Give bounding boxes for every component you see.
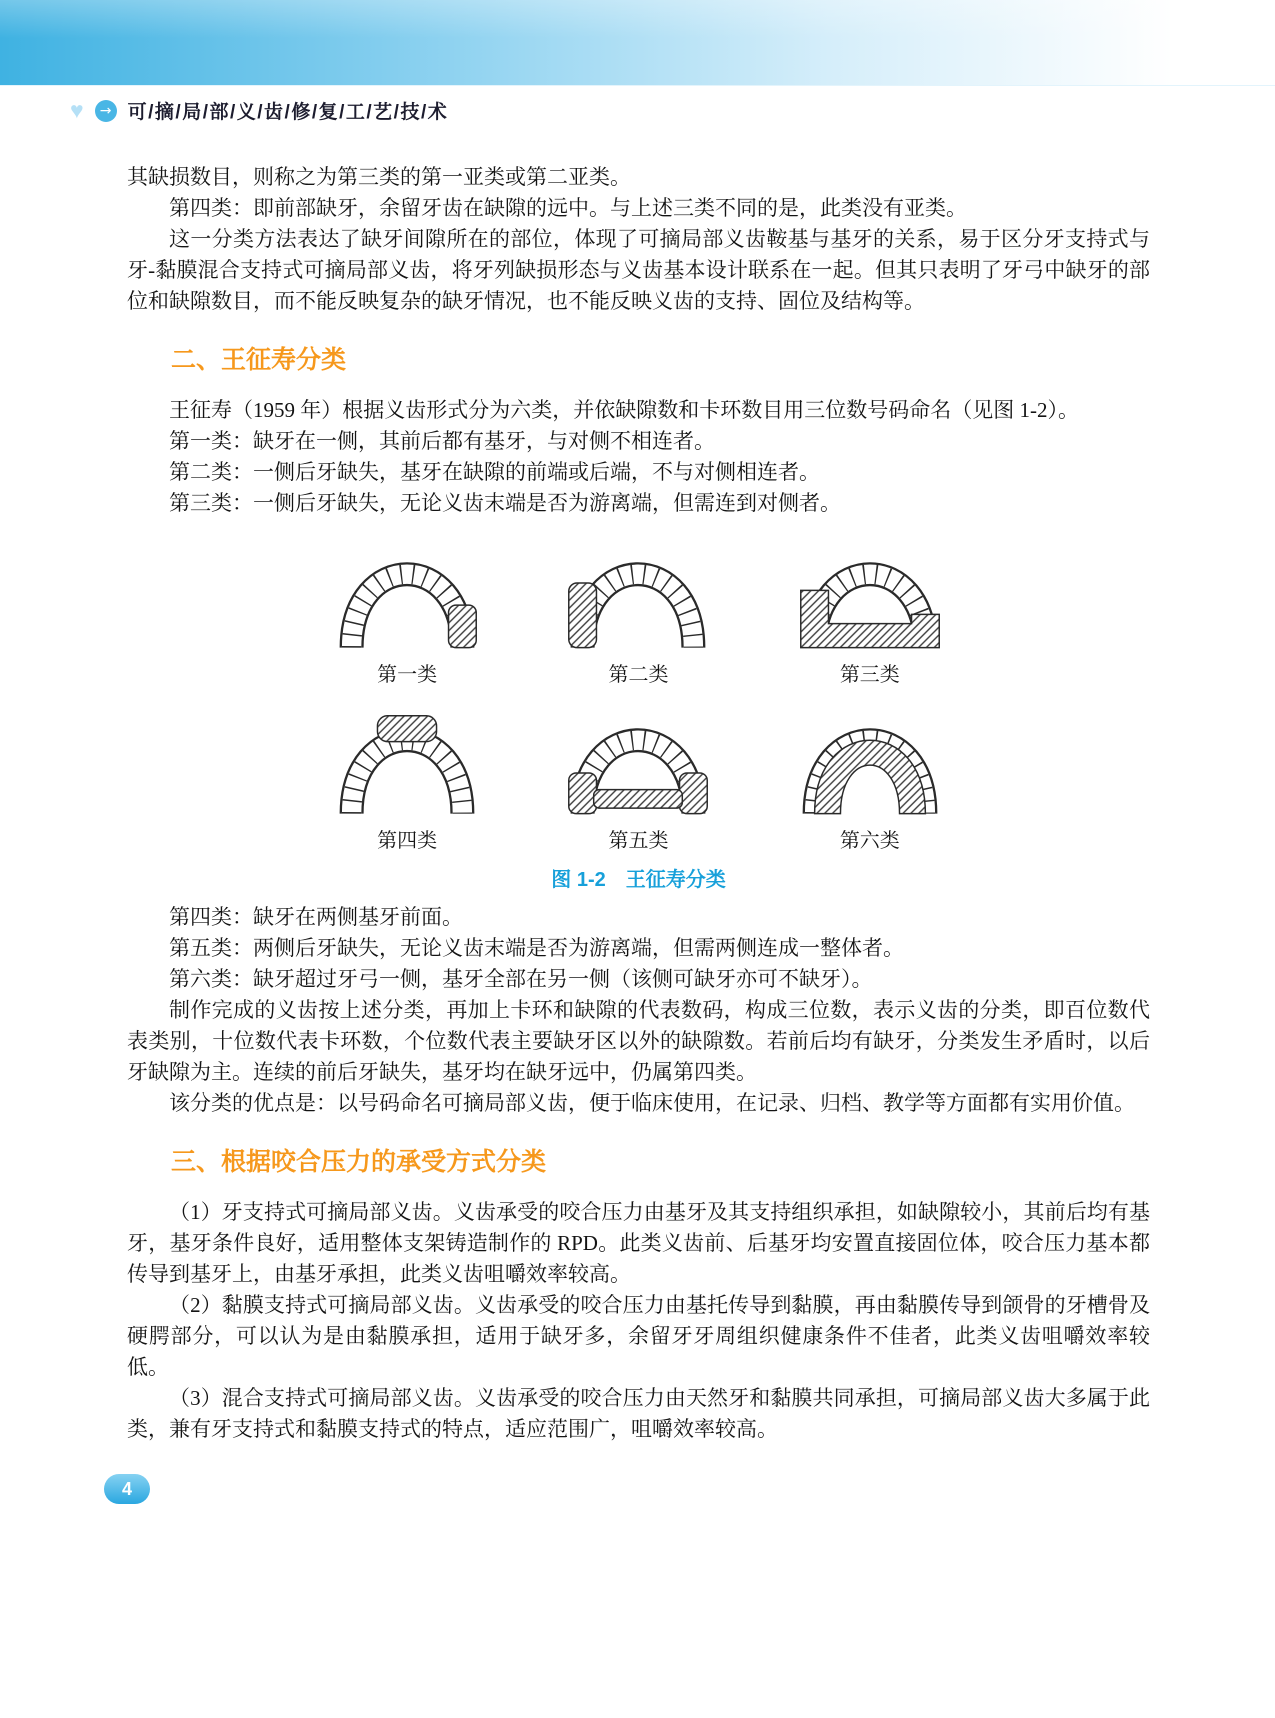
dental-arch-image-6 (782, 701, 958, 821)
paragraph-class5: 第五类：两侧后牙缺失，无论义齿末端是否为游离端，但需两侧连成一整体者。 (169, 936, 904, 960)
section-heading-wang: 二、王征寿分类 (171, 346, 347, 374)
dental-arch-image-4 (319, 701, 495, 821)
figure-label: 第三类 (839, 664, 900, 686)
dental-arch-image-3 (782, 535, 958, 655)
paragraph: 该分类的优点是：以号码命名可摘局部义齿，便于临床使用，在记录、归档、教学等方面都有实用价值。 (169, 1091, 1135, 1115)
arch-diagram-class3 (782, 535, 958, 687)
book-title: 可/摘/局/部/义/齿/修/复/工/艺/技/术 (127, 102, 449, 123)
arch-diagram-class1 (319, 535, 495, 687)
arch-diagram-class5 (550, 701, 726, 853)
dental-arch-image-1 (319, 535, 495, 655)
paragraph: 制作完成的义齿按上述分类，再加上卡环和缺隙的代表数码，构成三位数，表示义齿的分类，即百位数代表类别，十位数代表卡环数，个位数代表主要缺牙区以外的缺隙数。若前后均有缺牙，分类发生矛盾时，以后牙缺隙为主。连续的前后牙缺失，基牙均在缺牙远中，仍属第四类。 (127, 998, 1150, 1084)
figure-label: 第四类 (377, 830, 438, 852)
paragraph-tooth-supported: （1）牙支持式可摘局部义齿。义齿承受的咬合压力由基牙及其支持组织承担，如缺隙较小，其前后均有基牙，基牙条件良好，适用整体支架铸造制作的 RPD。此类义齿前、后基牙均安置直接固位体，咬合压力基本都传导到基牙上，由基牙承担，此类义齿咀嚼效率较高。 (127, 1200, 1150, 1286)
paragraph-class2: 第二类：一侧后牙缺失，基牙在缺隙的前端或后端，不与对侧相连者。 (169, 460, 820, 484)
page-number-badge (104, 1474, 150, 1504)
dental-arch-image-2 (550, 535, 726, 655)
paragraph-continuation: 其缺损数目，则称之为第三类的第一亚类或第二亚类。 (127, 165, 631, 189)
paragraph-class1: 第一类：缺牙在一侧，其前后都有基牙，与对侧不相连者。 (169, 429, 715, 453)
paragraph: 王征寿（1959 年）根据义齿形式分为六类，并依缺隙数和卡环数目用三位数号码命名（见图 1-2）。 (169, 398, 1079, 422)
paragraph-mucosa-supported: （2）黏膜支持式可摘局部义齿。义齿承受的咬合压力由基托传导到黏膜，再由黏膜传导到颌骨的牙槽骨及硬腭部分，可以认为是由黏膜承担，适用于缺牙多，余留牙牙周组织健康条件不佳者，此类义齿咀嚼效率较低。 (127, 1293, 1150, 1379)
figure-label: 第二类 (608, 664, 669, 686)
paragraph-class6: 第六类：缺牙超过牙弓一侧，基牙全部在另一侧（该侧可缺牙亦可不缺牙）。 (169, 967, 873, 991)
paragraph-mixed-supported: （3）混合支持式可摘局部义齿。义齿承受的咬合压力由天然牙和黏膜共同承担，可摘局部义齿大多属于此类，兼有牙支持式和黏膜支持式的特点，适应范围广，咀嚼效率较高。 (127, 1386, 1150, 1441)
paragraph: 这一分类方法表达了缺牙间隙所在的部位，体现了可摘局部义齿鞍基与基牙的关系，易于区分牙支持式与牙-黏膜混合支持式可摘局部义齿，将牙列缺损形态与义齿基本设计联系在一起。但其只表明了牙弓中缺牙的部位和缺隙数目，而不能反映复杂的缺牙情况，也不能反映义齿的支持、固位及结构等。 (127, 227, 1150, 313)
dental-arch-image-5 (550, 701, 726, 821)
paragraph: 第四类：即前部缺牙，余留牙齿在缺隙的远中。与上述三类不同的是，此类没有亚类。 (169, 196, 967, 220)
arch-diagram-class6 (782, 701, 958, 853)
figure-label: 第五类 (608, 830, 669, 852)
page-header (0, 0, 1275, 126)
paragraph-class3: 第三类：一侧后牙缺失，无论义齿末端是否为游离端，但需连到对侧者。 (169, 491, 841, 515)
heart-icon: ♥ (70, 98, 84, 123)
arrow-circle-icon: → (95, 100, 117, 122)
page-number: 4 (121, 1478, 132, 1499)
header-gradient-band (0, 0, 1275, 86)
arch-diagram-class4 (319, 701, 495, 853)
figure-label: 第六类 (839, 830, 900, 852)
arch-diagram-class2 (550, 535, 726, 687)
section-heading-pressure: 三、根据咬合压力的承受方式分类 (171, 1148, 547, 1176)
figure-label: 第一类 (377, 664, 438, 686)
page-content (0, 126, 1275, 1445)
header-row (0, 86, 1275, 126)
figure-1-2 (127, 535, 1150, 892)
paragraph-class4: 第四类：缺牙在两侧基牙前面。 (169, 905, 463, 929)
figure-grid (309, 535, 969, 853)
figure-caption: 图 1-2 王征寿分类 (551, 869, 726, 891)
